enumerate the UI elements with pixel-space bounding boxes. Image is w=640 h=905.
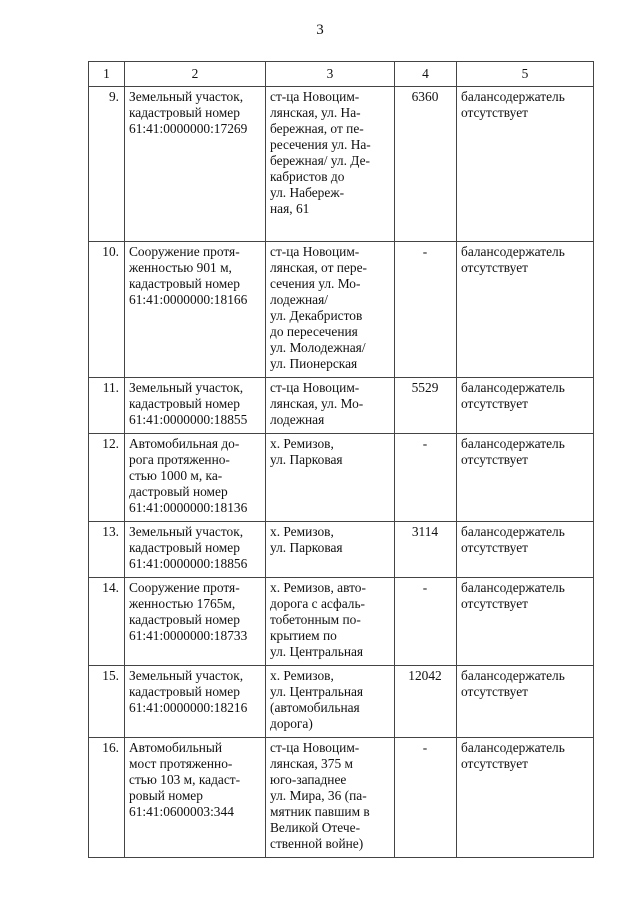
table-row bbox=[89, 378, 594, 434]
balance-holder: балансодержатель отсутствует bbox=[457, 666, 594, 738]
object-area: - bbox=[395, 578, 457, 666]
object-location: ст-ца Новоцим- лянская, ул. На- бережная, от пе- ресечения ул. На- бережная/ ул. Де- кабристов до ул. Набереж- ная, 61 bbox=[266, 87, 395, 242]
object-location: ст-ца Новоцим- лянская, ул. Мо- лодежная bbox=[266, 378, 395, 434]
row-number: 15. bbox=[89, 666, 125, 738]
balance-holder: балансодержатель отсутствует bbox=[457, 242, 594, 378]
object-description: Автомобильная до- рога протяженно- стью 1000 м, ка- дастровый номер 61:41:0000000:18136 bbox=[125, 434, 266, 522]
object-description: Земельный участок, кадастровый номер 61:41:0000000:18856 bbox=[125, 522, 266, 578]
object-location: х. Ремизов, ул. Парковая bbox=[266, 522, 395, 578]
object-location: х. Ремизов, ул. Парковая bbox=[266, 434, 395, 522]
object-description: Земельный участок, кадастровый номер 61:41:0000000:18855 bbox=[125, 378, 266, 434]
row-number: 10. bbox=[89, 242, 125, 378]
object-location: х. Ремизов, авто- дорога с асфаль- тобетонным по- крытием по ул. Центральная bbox=[266, 578, 395, 666]
balance-holder: балансодержатель отсутствует bbox=[457, 578, 594, 666]
object-area: 3114 bbox=[395, 522, 457, 578]
object-area: - bbox=[395, 242, 457, 378]
page-number: 3 bbox=[316, 22, 324, 38]
table-row bbox=[89, 666, 594, 738]
row-number: 9. bbox=[89, 87, 125, 242]
object-description: Сооружение протя- женностью 1765м, кадастровый номер 61:41:0000000:18733 bbox=[125, 578, 266, 666]
row-number: 12. bbox=[89, 434, 125, 522]
object-description: Земельный участок, кадастровый номер 61:41:0000000:17269 bbox=[125, 87, 266, 242]
header-col-4: 4 bbox=[395, 62, 457, 87]
table-row bbox=[89, 242, 594, 378]
object-location: ст-ца Новоцим- лянская, от пере- сечения ул. Мо- лодежная/ ул. Декабристов до пересечения ул. Молодежная/ ул. Пионерская bbox=[266, 242, 395, 378]
row-number: 14. bbox=[89, 578, 125, 666]
table-body bbox=[89, 87, 594, 858]
balance-holder: балансодержатель отсутствует bbox=[457, 378, 594, 434]
object-area: - bbox=[395, 434, 457, 522]
object-location: ст-ца Новоцим- лянская, 375 м юго-западнее ул. Мира, 36 (па- мятник павшим в Великой Отече- ственной войне) bbox=[266, 738, 395, 858]
header-col-2: 2 bbox=[125, 62, 266, 87]
object-description: Земельный участок, кадастровый номер 61:41:0000000:18216 bbox=[125, 666, 266, 738]
table-row bbox=[89, 434, 594, 522]
balance-holder: балансодержатель отсутствует bbox=[457, 87, 594, 242]
row-number: 13. bbox=[89, 522, 125, 578]
object-area: - bbox=[395, 738, 457, 858]
object-description: Сооружение протя- женностью 901 м, кадастровый номер 61:41:0000000:18166 bbox=[125, 242, 266, 378]
property-table bbox=[88, 61, 594, 858]
row-number: 16. bbox=[89, 738, 125, 858]
object-location: х. Ремизов, ул. Центральная (автомобильная дорога) bbox=[266, 666, 395, 738]
table-row bbox=[89, 578, 594, 666]
object-area: 12042 bbox=[395, 666, 457, 738]
header-col-3: 3 bbox=[266, 62, 395, 87]
header-row bbox=[89, 62, 594, 87]
table-row bbox=[89, 87, 594, 242]
header-col-1: 1 bbox=[89, 62, 125, 87]
table-header bbox=[89, 62, 594, 87]
balance-holder: балансодержатель отсутствует bbox=[457, 434, 594, 522]
balance-holder: балансодержатель отсутствует bbox=[457, 522, 594, 578]
balance-holder: балансодержатель отсутствует bbox=[457, 738, 594, 858]
table-row bbox=[89, 738, 594, 858]
object-area: 5529 bbox=[395, 378, 457, 434]
object-area: 6360 bbox=[395, 87, 457, 242]
row-number: 11. bbox=[89, 378, 125, 434]
object-description: Автомобильный мост протяженно- стью 103 м, кадаст- ровый номер 61:41:0600003:344 bbox=[125, 738, 266, 858]
header-col-5: 5 bbox=[457, 62, 594, 87]
table-row bbox=[89, 522, 594, 578]
